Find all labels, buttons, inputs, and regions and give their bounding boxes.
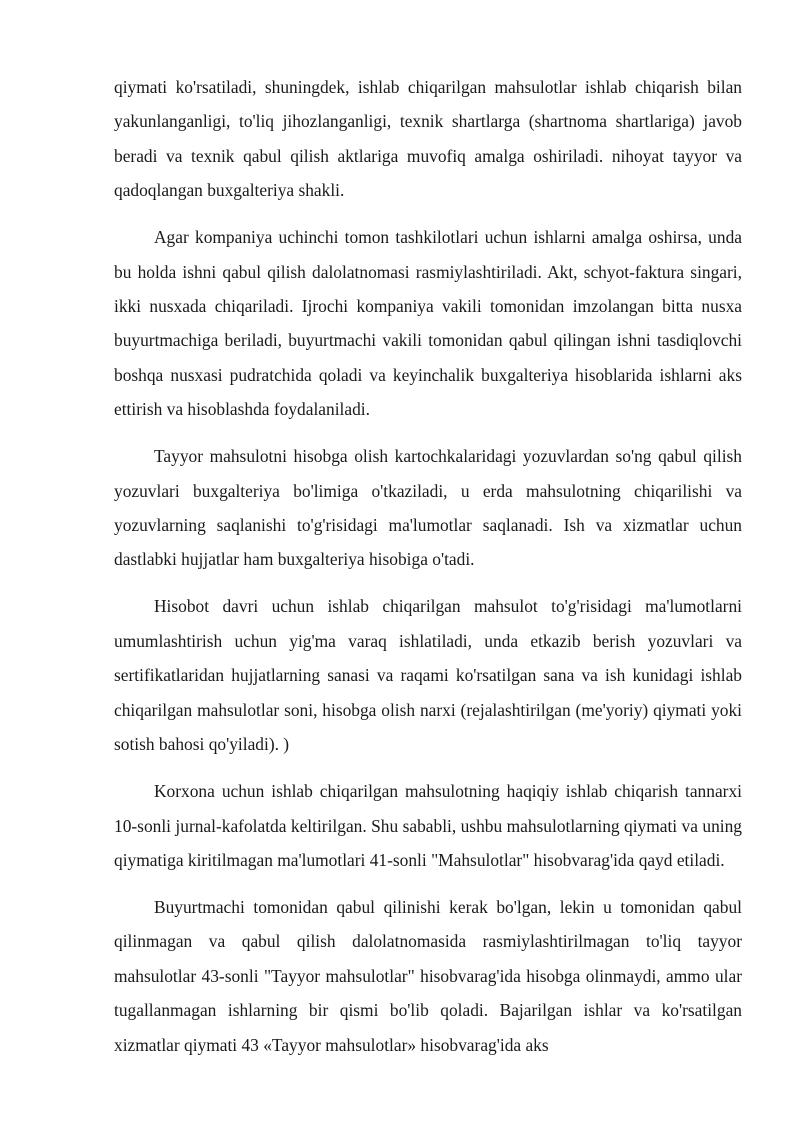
paragraph: Hisobot davri uchun ishlab chiqarilgan mahsulot to'g'risidagi ma'lumotlarni umumlashtirish uchun yig'ma varaq ishlatiladi, unda etkazib berish yozuvlari va sertifikatlaridan hujjatlarning sanasi va raqami ko'rsatilgan sana va ish kunidagi ishlab chiqarilgan mahsulotlar soni, hisobga olish narxi (rejalashtirilgan (me'yoriy) qiymati yoki sotish bahosi qo'yiladi). ) <box>114 596 742 755</box>
document-page <box>114 70 742 1075</box>
paragraph: Tayyor mahsulotni hisobga olish kartochkalaridagi yozuvlardan so'ng qabul qilish yozuvlari buxgalteriya bo'limiga o'tkaziladi, u erda mahsulotning chiqarilishi va yozuvlarning saqlanishi to'g'risidagi ma'lumotlar saqlanadi. Ish va xizmatlar uchun dastlabki hujjatlar ham buxgalteriya hisobiga o'tadi. <box>114 446 742 570</box>
paragraph: Buyurtmachi tomonidan qabul qilinishi kerak bo'lgan, lekin u tomonidan qabul qilinmagan va qabul qilish dalolatnomasida rasmiylashtirilmagan to'liq tayyor mahsulotlar 43-sonli "Tayyor mahsulotlar" hisobvarag'ida hisobga olinmaydi, ammo ular tugallanmagan ishlarning bir qismi bo'lib qoladi. Bajarilgan ishlar va ko'rsatilgan xizmatlar qiymati 43 «Tayyor mahsulotlar» hisobvarag'ida aks <box>114 896 742 1055</box>
paragraph: Agar kompaniya uchinchi tomon tashkilotlari uchun ishlarni amalga oshirsa, unda bu holda ishni qabul qilish dalolatnomasi rasmiylashtiriladi. Akt, schyot-faktura singari, ikki nusxada chiqariladi. Ijrochi kompaniya vakili tomonidan imzolangan bitta nusxa buyurtmachiga beriladi, buyurtmachi vakili tomonidan qabul qilingan ishni tasdiqlovchi boshqa nusxasi pudratchida qoladi va keyinchalik buxgalteriya hisoblarida ishlarni aks ettirish va hisoblashda foydalaniladi. <box>114 227 742 420</box>
paragraph-continuation: qiymati ko'rsatiladi, shuningdek, ishlab chiqarilgan mahsulotlar ishlab chiqarish bilan yakunlanganligi, to'liq jihozlanganligi, texnik shartlarga (shartnoma shartlariga) javob beradi va texnik qabul qilish aktlariga muvofiq amalga oshiriladi. nihoyat tayyor va qadoqlangan buxgalteriya shakli. <box>114 77 742 201</box>
paragraph: Korxona uchun ishlab chiqarilgan mahsulotning haqiqiy ishlab chiqarish tannarxi 10-sonli jurnal-kafolatda keltirilgan. Shu sababli, ushbu mahsulotlarning qiymati va uning qiymatiga kiritilmagan ma'lumotlari 41-sonli "Mahsulotlar" hisobvarag'ida qayd etiladi. <box>114 781 742 870</box>
